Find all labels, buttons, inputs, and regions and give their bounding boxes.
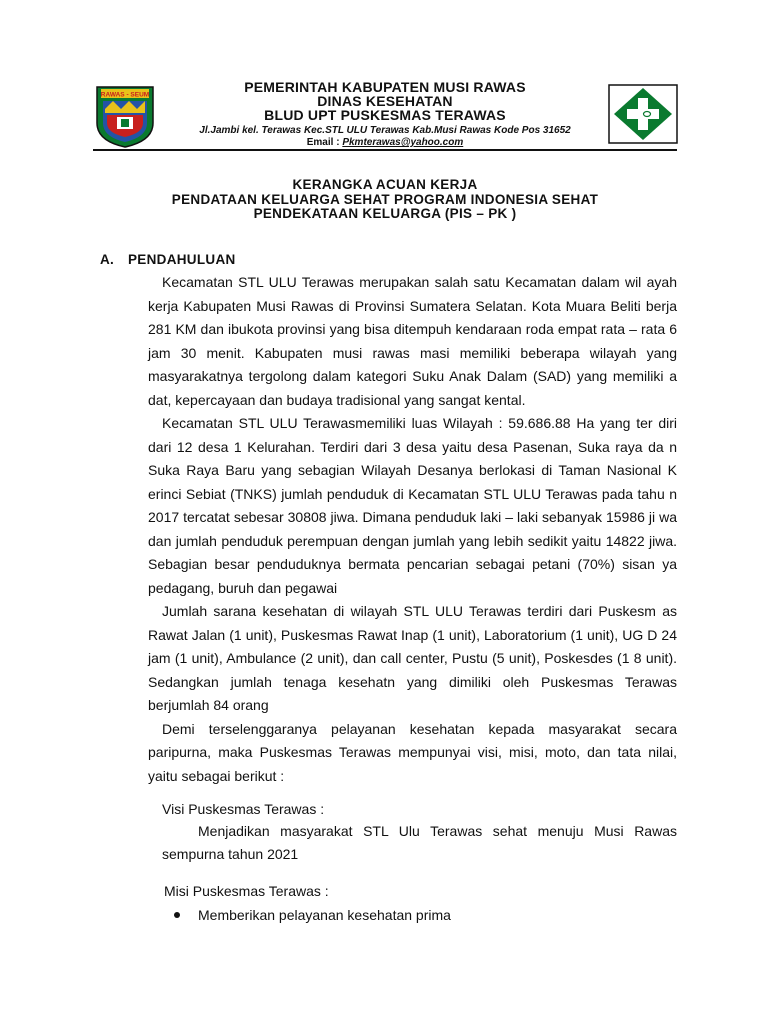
section-heading bbox=[100, 252, 236, 267]
title-line-2: PENDATAAN KELUARGA SEHAT PROGRAM INDONESIA SEHAT bbox=[171, 191, 599, 207]
section-body bbox=[148, 271, 677, 788]
misi-label: Misi Puskesmas Terawas : bbox=[164, 883, 329, 899]
puskesmas-cross-logo bbox=[608, 84, 678, 144]
letterhead-line-department: DINAS KESEHATAN bbox=[317, 93, 453, 109]
letterhead bbox=[160, 80, 610, 149]
misi-list bbox=[168, 904, 451, 927]
paragraph-4: Demi terselenggaranya pelayanan kesehatan kepada masyarakat secara paripurna, maka Puskesmas Terawas mempunyai visi, misi, moto, dan tata nilai, yaitu sebagai berikut : bbox=[148, 720, 677, 784]
bullet-icon bbox=[174, 912, 180, 918]
visi-text: Menjadikan masyarakat STL Ulu Terawas sehat menuju Musi Rawas sempurna tahun 2021 bbox=[162, 823, 677, 862]
section-title: PENDAHULUAN bbox=[128, 252, 236, 267]
letterhead-line-government: PEMERINTAH KABUPATEN MUSI RAWAS bbox=[244, 79, 526, 95]
misi-item-text: Memberikan pelayanan kesehatan prima bbox=[198, 907, 451, 923]
paragraph-1: Kecamatan STL ULU Terawas merupakan salah satu Kecamatan dalam wil ayah kerja Kabupaten Musi Rawas di Provinsi Sumatera Selatan. Kota Muara Beliti berja 281 KM dan ibukota provinsi yang bisa ditempuh kendaraan roda empat rata – rata 6 jam 30 menit. Kabupaten musi rawas masi memiliki beberapa wilayah yang masyarakatnya tergolong dalam kategori Suku Anak Dalam (SAD) yang memiliki a dat, kepercayaan dan budaya tradisional yang sangat kental. bbox=[148, 274, 677, 408]
document-title bbox=[93, 178, 677, 222]
letterhead-address: Jl.Jambi kel. Terawas Kec.STL ULU Terawas Kab.Musi Rawas Kode Pos 31652 bbox=[199, 125, 571, 136]
svg-text:RAWAS - SEUM: RAWAS - SEUM bbox=[100, 91, 150, 99]
misi-item bbox=[168, 904, 451, 927]
email-label: Email : bbox=[306, 137, 343, 148]
letterhead-line-institution: BLUD UPT PUSKESMAS TERAWAS bbox=[264, 107, 506, 123]
visi-label: Visi Puskesmas Terawas : bbox=[162, 801, 325, 817]
letterhead-divider bbox=[93, 149, 677, 151]
title-line-3: PENDEKATAAN KELUARGA (PIS – PK ) bbox=[253, 206, 517, 221]
email-link[interactable]: Pkmterawas@yahoo.com bbox=[342, 137, 464, 148]
paragraph-2: Kecamatan STL ULU Terawasmemiliki luas Wilayah : 59.686.88 Ha yang ter diri dari 12 desa 1 Kelurahan. Terdiri dari 3 desa yaitu desa Pasenan, Suka raya da n Suka Raya Baru yang sebagian Wilayah Desanya berlokasi di Taman Nasional K erinci Sebiat (TNKS) jumlah penduduk di Kecamatan STL ULU Terawas pada tahu n 2017 tercatat sebesar 30808 jiwa. Dimana penduduk laki – laki sebanyak 15986 ji wa dan jumlah penduduk perempuan dengan jumlah yang lebih sedikit yaitu 14822 jiwa. Sebagian besar penduduknya bermata pencarian sebagai petani (70%) sisan ya pedagang, buruh dan pegawai bbox=[148, 415, 677, 596]
regency-crest-logo bbox=[93, 83, 157, 149]
section-number: A. bbox=[100, 252, 115, 267]
paragraph-3: Jumlah sarana kesehatan di wilayah STL ULU Terawas terdiri dari Puskesm as Rawat Jalan (1 unit), Puskesmas Rawat Inap (1 unit), Laboratorium (1 unit), UG D 24 jam (1 unit), Ambulance (2 unit), dan call center, Pustu (5 unit), Poskesdes (1 8 unit). Sedangkan jumlah tenaga kesehatn yang dimiliki oleh Puskesmas Terawas berjumlah 84 orang bbox=[148, 603, 677, 713]
title-line-1: KERANGKA ACUAN KERJA bbox=[292, 177, 478, 192]
letterhead-email bbox=[160, 137, 610, 149]
